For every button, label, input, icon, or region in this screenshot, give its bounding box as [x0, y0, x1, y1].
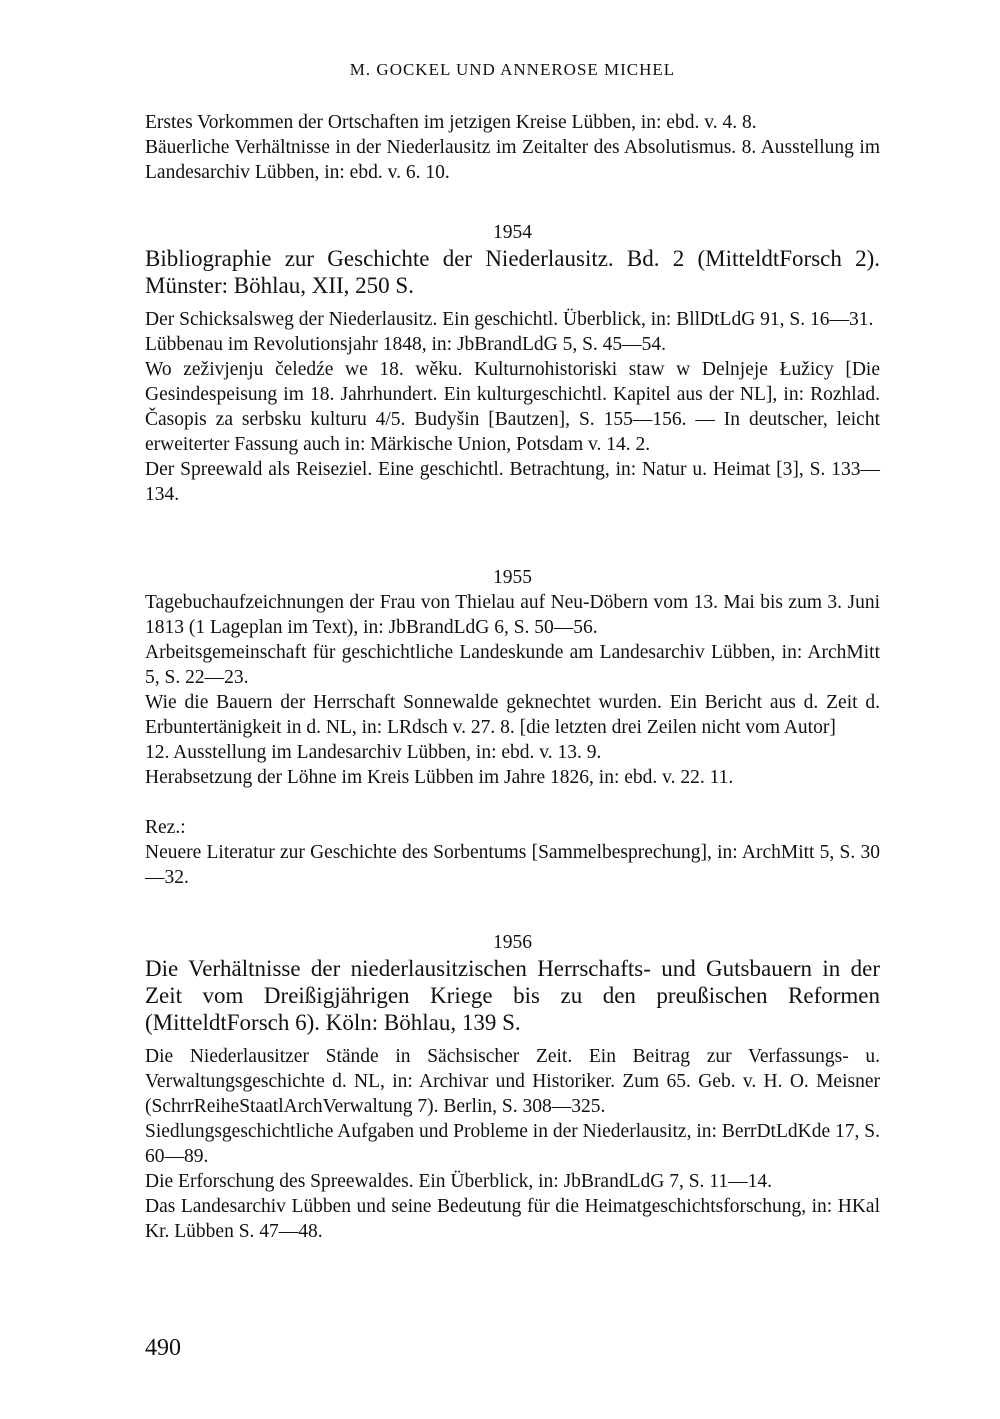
- bibliography-entry: Der Spreewald als Reiseziel. Eine geschichtl. Betrachtung, in: Natur u. Heimat [3], S. 133—134.: [145, 459, 880, 505]
- book-title: Bibliographie zur Geschichte der Niederlausitz. Bd. 2 (MitteldtForsch 2). Münster: Böhlau, XII, 250 S.: [145, 246, 880, 298]
- bibliography-entry: Herabsetzung der Löhne im Kreis Lübben im Jahre 1826, in: ebd. v. 22. 11.: [145, 767, 734, 788]
- bibliography-content: [145, 110, 880, 1244]
- bibliography-entry: 12. Ausstellung im Landesarchiv Lübben, in: ebd. v. 13. 9.: [145, 742, 602, 763]
- bibliography-entry: Der Schicksalsweg der Niederlausitz. Ein geschichtl. Überblick, in: BllDtLdG 91, S. 16—31.: [145, 309, 874, 330]
- year-section-1956: [145, 930, 880, 1244]
- review-block: [145, 815, 880, 890]
- bibliography-entry: Die Erforschung des Spreewaldes. Ein Überblick, in: JbBrandLdG 7, S. 11—14.: [145, 1171, 772, 1192]
- review-entry: Neuere Literatur zur Geschichte des Sorbentums [Sammelbesprechung], in: ArchMitt 5, S. 30—32.: [145, 842, 880, 888]
- review-label: Rez.:: [145, 817, 186, 838]
- book-title: Die Verhältnisse der niederlausitzischen Herrschafts- und Gutsbauern in der Zeit vom Dreißigjährigen Kriege bis zu den preußischen Reformen (MitteldtForsch 6). Köln: Böhlau, 139 S.: [145, 956, 880, 1035]
- year-section-1955: [145, 565, 880, 890]
- page-number: 490: [145, 1335, 181, 1361]
- bibliography-entry: Das Landesarchiv Lübben und seine Bedeutung für die Heimatgeschichtsforschung, in: HKal Kr. Lübben S. 47—48.: [145, 1196, 880, 1242]
- year-heading: 1956: [493, 932, 532, 953]
- bibliography-entry: Wie die Bauern der Herrschaft Sonnewalde geknechtet wurden. Ein Bericht aus d. Zeit d. Erbuntertänigkeit in d. NL, in: LRdsch v. 27. 8. [die letzten drei Zeilen nicht vom Autor]: [145, 692, 880, 738]
- bibliography-entry: Tagebuchaufzeichnungen der Frau von Thielau auf Neu-Döbern vom 13. Mai bis zum 3. Juni 1813 (1 Lageplan im Text), in: JbBrandLdG 6, S. 50—56.: [145, 592, 880, 638]
- bibliography-entry: Siedlungsgeschichtliche Aufgaben und Probleme in der Niederlausitz, in: BerrDtLdKde 17, S. 60—89.: [145, 1121, 880, 1167]
- year-section-1954: [145, 220, 880, 507]
- running-header: M. GOCKEL UND ANNEROSE MICHEL: [349, 60, 676, 79]
- bibliography-entry: Bäuerliche Verhältnisse in der Niederlausitz im Zeitalter des Absolutismus. 8. Ausstellung im Landesarchiv Lübben, in: ebd. v. 6. 10.: [145, 137, 880, 183]
- bibliography-entry: Wo zeživjenju čeledźe we 18. wěku. Kulturnohistoriski staw w Delnjeje Łužicy [Die Gesindespeisung im 18. Jahrhundert. Ein kulturgeschichtl. Kapitel aus der NL], in: Rozhlad. Časopis za serbsku kulturu 4/5. Budyšin [Bautzen], S. 155—156. — In deutscher, leicht erweiterter Fassung auch in: Märkische Union, Potsdam v. 14. 2.: [145, 359, 880, 455]
- bibliography-entry: Erstes Vorkommen der Ortschaften im jetzigen Kreise Lübben, in: ebd. v. 4. 8.: [145, 112, 757, 133]
- year-heading: 1954: [493, 222, 532, 243]
- bibliography-entry: Lübbenau im Revolutionsjahr 1848, in: JbBrandLdG 5, S. 45—54.: [145, 334, 667, 355]
- bibliography-entry: Arbeitsgemeinschaft für geschichtliche Landeskunde am Landesarchiv Lübben, in: ArchMitt 5, S. 22—23.: [145, 642, 880, 688]
- year-heading: 1955: [493, 567, 532, 588]
- bibliography-entry: Die Niederlausitzer Stände in Sächsischer Zeit. Ein Beitrag zur Verfassungs- u. Verwaltungsgeschichte d. NL, in: Archivar und Historiker. Zum 65. Geb. v. H. O. Meisner (SchrrReiheStaatlArchVerwaltung 7). Berlin, S. 308—325.: [145, 1046, 880, 1117]
